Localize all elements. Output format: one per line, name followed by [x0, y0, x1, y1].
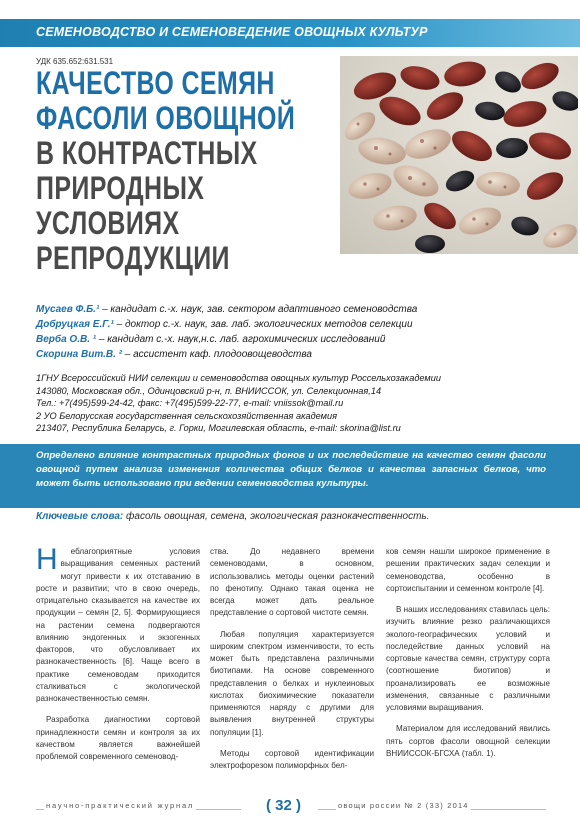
page-number: ( 32 ) [262, 797, 305, 814]
author-desc: – кандидат с.-х. наук,н.с. лаб. агрохимических исследований [96, 334, 386, 345]
udk-code: УДК 635.652:631.531 [36, 57, 114, 66]
author-line [36, 347, 417, 362]
affiliations [36, 372, 441, 435]
author-name: Верба О.В. ¹ [36, 334, 97, 345]
affiliation-line: Тел.: +7(495)599-24-42, факс: +7(495)599-22-77, e-mail: vniissok@mail.ru [36, 398, 344, 408]
author-desc: – кандидат с.-х. наук, зав. сектором адаптивного семеноводства [99, 304, 418, 315]
author-line [36, 302, 417, 317]
affiliation-line: 143080, Московская обл., Одинцовский р-н, п. ВНИИССОК, ул. Селекционная,14 [36, 385, 382, 396]
abstract: Определено влияние контрастных природных фонов и их последействие на качество семян фасоли овощной путем анализа изменения количества общих белков и качества запасных белков, что может быть использовано при ведении семеноводства культуры. [36, 450, 546, 489]
title-line: КАЧЕСТВО СЕМЯН [36, 65, 275, 101]
keywords [36, 511, 429, 522]
author-desc: – ассистент каф. плодоовощеводства [121, 349, 312, 360]
paragraph: Методы сортовой идентификации электрофорезом полиморфных бел- [210, 748, 374, 770]
keywords-label: Ключевые слова: [36, 511, 124, 522]
title-line: ПРИРОДНЫХ [36, 170, 205, 206]
author-line [36, 332, 417, 347]
affiliation-line: 2 УО Белорусская государственная сельскохозяйственная академия [36, 410, 337, 421]
drop-cap: Н [36, 543, 58, 576]
paragraph: Материалом для исследований явились пять сортов фасоли овощной селекции ВНИИССОК-БГСХА (табл. 1). [386, 724, 550, 758]
author-name: Добруцкая Е.Г.¹ [36, 319, 114, 330]
affiliation-line: 1ГНУ Всероссийский НИИ селекции и семеноводства овощных культур Россельхозакадемии [36, 373, 441, 383]
body-column-2 [210, 546, 374, 772]
author-name: Мусаев Ф.Б.¹ [36, 304, 100, 315]
authors-list [36, 302, 417, 362]
paragraph: Любая популяция характеризуется широким спектром изменчивости, то есть может быть представлена различными биотипами. На основе современного представления о белках и нуклеиновых кислотах биохимические показатели применяются наряду с другими для выявления внутренней структуры популяции [1]. [210, 629, 374, 737]
paragraph: Разработка диагностики сортовой принадлежности семян и контроля за их качеством является важнейшей проблемой современного семеновод- [36, 715, 200, 761]
journal-issue: овощи россии № 2 (33) 2014 [338, 801, 469, 810]
beans-illustration [340, 56, 578, 254]
affiliation-line: 213407, Республика Беларусь, г. Горки, Могилевская область, e-mail: skorina@list.ru [36, 423, 401, 433]
author-desc: – доктор с.-х. наук, зав. лаб. экологических методов селекции [113, 319, 413, 330]
paragraph: В наших исследованиях ставилась цель: изучить влияние резко различающихся эколого-географических условий и последействие данных условий на сортовые качества семян, структуру сорта (соотношение биотипов) и проанализировать ее возможные изменения, связанные с различными условиями выращивания. [386, 605, 550, 712]
title-line: ФАСОЛИ ОВОЩНОЙ [36, 100, 296, 136]
author-name: Скорина Вит.В. ² [36, 349, 122, 360]
author-line [36, 317, 417, 332]
body-column-1 [36, 543, 200, 763]
title-line: РЕПРОДУКЦИИ [36, 240, 230, 276]
title-line: В КОНТРАСТНЫХ [36, 135, 258, 171]
paragraph [36, 543, 200, 705]
page-footer [0, 796, 580, 820]
article-title [36, 65, 296, 276]
paragraph: ков семян нашли широкое применение в решении практических задач селекции и семеноводства, особенно в сортоиспытании и семенном контроле [4]. [386, 547, 550, 593]
beans-photo [340, 56, 578, 254]
paragraph: ства. До недавнего времени семеноводами, в основном, использовались методы оценки растений по фенотипу. Однако такая оценка не всегда может дать реальное представление о сортовой чистоте семян. [210, 547, 374, 618]
paragraph-text: еблагоприятные условия выращивания семенных растений могут привести к их отставанию в росте и развитии; что в свою очередь, отрицательно сказывается на качестве их продукции – семян [2, 5]. Формирующиеся на растении семена подвергаются влиянию эндогенных и экзогенных факторов, что обусловливает их разнокачественность [6]. Чаще всего в практике семеноводам приходится сталкиваться с экологической разнокачественностью семян. [36, 547, 200, 703]
body-column-3 [386, 546, 550, 760]
title-line: УСЛОВИЯХ [36, 205, 180, 241]
keywords-text: фасоль овощная, семена, экологическая разнокачественность. [123, 511, 430, 522]
section-header-title: СЕМЕНОВОДСТВО И СЕМЕНОВЕДЕНИЕ ОВОЩНЫХ КУЛЬТУР [36, 25, 428, 39]
journal-type: научно-практический журнал [46, 801, 195, 810]
